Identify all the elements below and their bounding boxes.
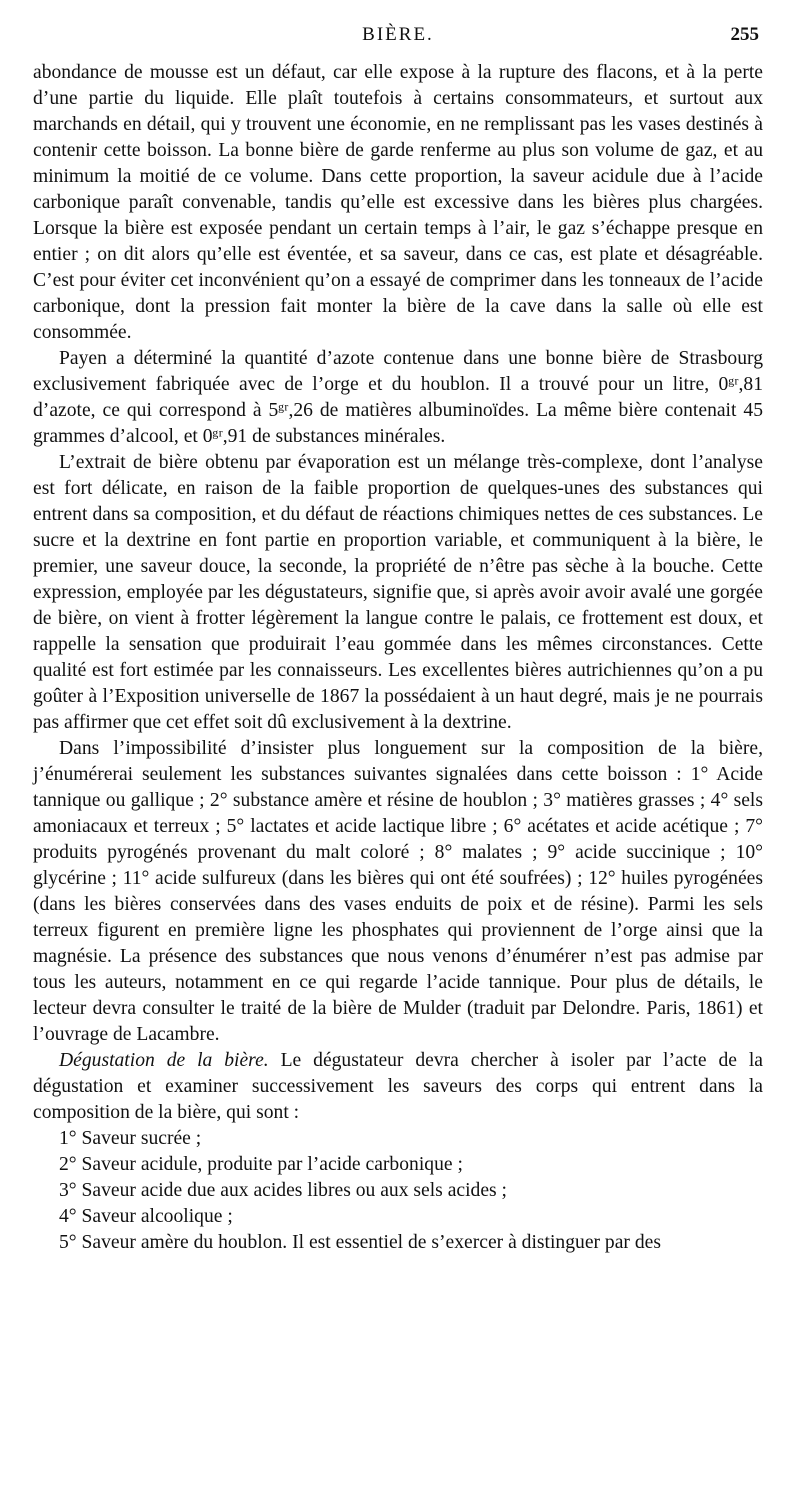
page-header	[33, 24, 763, 54]
paragraph-composition: Dans l’impossibilité d’insister plus longuement sur la composition de la bière, j’énumérerai seulement les substances suivantes signalées dans cette boisson : 1° Acide tannique ou gallique ; 2° substance amère et résine de houblon ; 3° matières grasses ; 4° sels amoniacaux et terreux ; 5° lactates et acide lactique libre ; 6° acétates et acide acétique ; 7° produits pyrogénés provenant du malt coloré ; 8° malates ; 9° acide succinique ; 10° glycérine ; 11° acide sulfureux (dans les bières qui ont été soufrées) ; 12° huiles pyrogénées (dans les bières conservées dans des vases enduits de poix et de résine). Parmi les sels terreux figurent en première ligne les phosphates qui proviennent de l’orge ainsi que la magnésie. La présence des substances que nous venons d’énumérer n’est pas admise par tous les auteurs, notamment en ce qui regarde l’acide tannique. Pour plus de détails, le lecteur devra consulter le traité de la bière de Mulder (traduit par Delondre. Paris, 1861) et l’ouvrage de Lacambre.	[33, 738, 763, 1045]
section-heading: Dégustation de la bière.	[59, 1050, 269, 1071]
page-number: 255	[730, 24, 759, 45]
list-item: 3° Saveur acide due aux acides libres ou aux sels acides ;	[59, 1180, 507, 1201]
list-item: 1° Saveur sucrée ;	[59, 1128, 202, 1149]
page-body	[33, 60, 763, 1256]
paragraph-continued: abondance de mousse est un défaut, car elle expose à la rupture des flacons, et à la perte d’une partie du liquide. Elle plaît toutefois à certains consommateurs, et surtout aux marchands en détail, qui y trouvent une économie, en ne remplissant pas les vases destinés à contenir cette boisson. La bonne bière de garde renferme au plus son volume de gaz, et au minimum la moitié de ce volume. Dans cette proportion, la saveur acidule due à l’acide carbonique paraît convenable, tandis qu’elle est excessive dans les bières plus chargées. Lorsque la bière est exposée pendant un certain temps à l’air, le gaz s’échappe presque en entier ; on dit alors qu’elle est éventée, et sa saveur, dans ce cas, est plate et désagréable. C’est pour éviter cet inconvénient qu’on a essayé de comprimer dans les tonneaux de l’acide carbonique, dont la pression fait monter la bière de la cave dans la salle où elle est consommée.	[33, 62, 763, 343]
list-item: 4° Saveur alcoolique ;	[59, 1206, 233, 1227]
paragraph-extrait: L’extrait de bière obtenu par évaporation est un mélange très-complexe, dont l’analyse est fort délicate, en raison de la faible proportion de quelques-unes des substances qui entrent dans sa composition, et du défaut de réactions chimiques nettes de ces substances. Le sucre et la dextrine en font partie en proportion variable, et communiquent à la bière, le premier, une saveur douce, la seconde, la propriété de n’être pas sèche à la bouche. Cette expression, employée par les dégustateurs, signifie que, si après avoir avoir avalé une gorgée de bière, on vient à frotter légèrement la langue contre le palais, ce frottement est doux, et rappelle la sensation que produirait l’eau gommée dans les mêmes circonstances. Cette qualité est fort estimée par les connaisseurs. Les excellentes bières autrichiennes qu’on a pu goûter à l’Exposition universelle de 1867 la possédaient à un haut degré, mais je ne pourrais pas affirmer que cet effet soit dû exclusivement à la dextrine.	[33, 452, 763, 733]
paragraph-payen: Payen a déterminé la quantité d’azote contenue dans une bonne bière de Strasbourg exclusivement fabriquée avec de l’orge et du houblon. Il a trouvé pour un litre, 0ᵍʳ,81 d’azote, ce qui correspond à 5ᵍʳ,26 de matières albuminoïdes. La même bière contenait 45 grammes d’alcool, et 0ᵍʳ,91 de substances minérales.	[33, 348, 763, 447]
paragraph-degustation	[33, 1048, 763, 1126]
list-item: 2° Saveur acidule, produite par l’acide carbonique ;	[59, 1154, 463, 1175]
list-item: 5° Saveur amère du houblon. Il est essentiel de s’exercer à distinguer par des	[59, 1232, 661, 1253]
running-title: BIÈRE.	[362, 24, 434, 45]
degustation-text: Le dégustateur devra chercher à isoler par l’acte de la dégustation et examiner successivement les saveurs des corps qui entrent dans la composition de la bière, qui sont :	[33, 1050, 763, 1123]
